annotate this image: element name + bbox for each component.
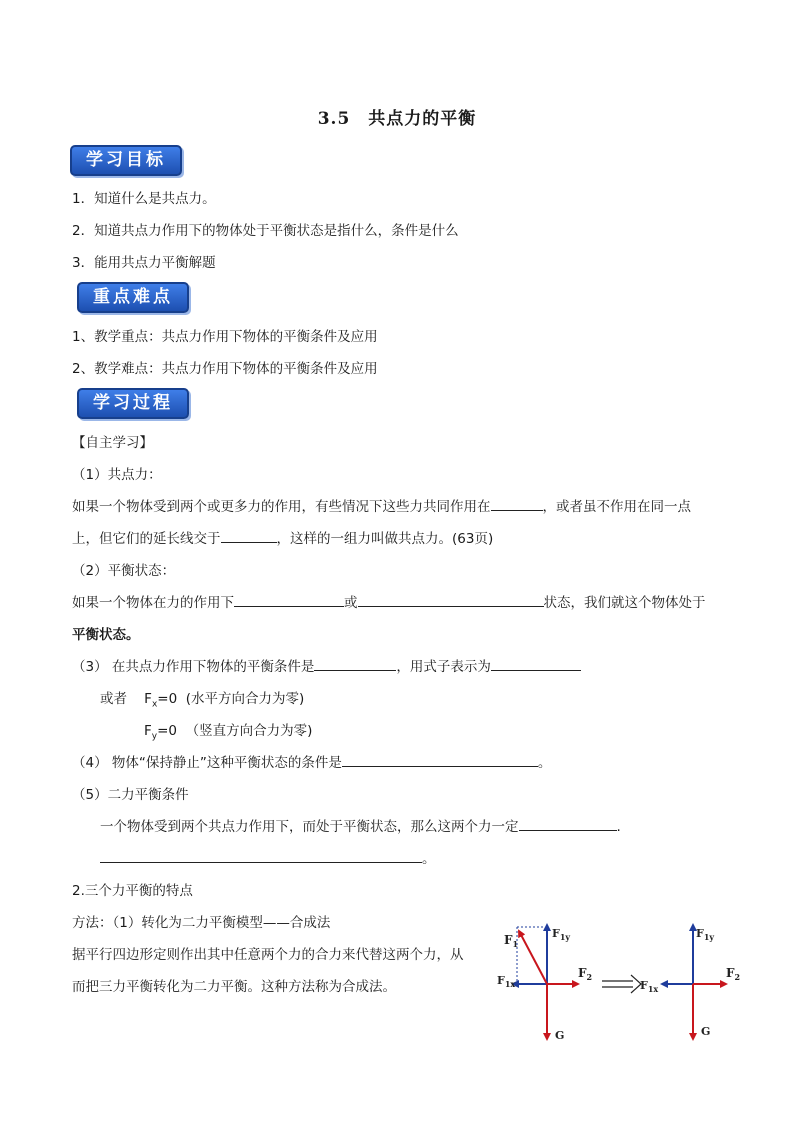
- q2-line-1: [72, 591, 706, 611]
- label-g: G: [555, 1029, 565, 1042]
- q1-line-2: [72, 527, 493, 547]
- q4-text: （4） 物体“保持静止”这种平衡状态的条件是: [72, 755, 342, 771]
- q5-text: 一个物体受到两个共点力作用下，而处于平衡状态，那么这两个力一定: [100, 819, 519, 835]
- section-badge-objectives: 学习目标: [70, 145, 182, 176]
- blank-field: [519, 816, 617, 831]
- objective-item-2: 2．知道共点力作用下的物体处于平衡状态是指什么，条件是什么: [72, 223, 459, 239]
- fy-equation: =0: [157, 723, 177, 739]
- q2-text-c: 状态，我们就这个物体处于: [543, 595, 706, 611]
- diagram-right: [640, 925, 740, 1039]
- q2-text-b: 或: [344, 595, 358, 611]
- fy-subscript: y: [151, 731, 158, 742]
- blank-field: [221, 528, 277, 543]
- or-label: 或者: [100, 691, 127, 707]
- blank-field: [358, 592, 544, 607]
- method-line: 方法：（1）转化为二力平衡模型——合成法: [72, 915, 331, 931]
- q1-text-d: ，这样的一组力叫做共点力。(63页): [276, 531, 494, 547]
- label-f2: $F_2$: [726, 966, 741, 982]
- label-f1y: $F_{1y}$: [552, 927, 571, 942]
- q1-text-a: 如果一个物体受到两个或更多力的作用，有些情况下这些力共同作用在: [72, 499, 491, 515]
- objective-item-1: 1．知道什么是共点力。: [72, 191, 216, 207]
- q1-label: （1）共点力：: [72, 467, 162, 483]
- label-f2: $F_2$: [578, 966, 593, 982]
- method-text-2: 而把三力平衡转化为二力平衡。这种方法称为合成法。: [72, 979, 396, 995]
- q2-label: （2）平衡状态：: [72, 563, 176, 579]
- blank-field: [234, 592, 344, 607]
- three-force-title: 2.三个力平衡的特点: [72, 883, 193, 899]
- fx-line: [100, 687, 304, 710]
- force-diagram: [490, 915, 750, 1045]
- q5-label: （5）二力平衡条件: [72, 787, 189, 803]
- key-point-item-2: 2、教学难点：共点力作用下物体的平衡条件及应用: [72, 361, 378, 377]
- f1-arrow: [519, 931, 547, 984]
- label-f1x: $F_{1x}$: [640, 979, 659, 994]
- q4-end: 。: [537, 755, 552, 771]
- section-badge-key-points: 重点难点: [77, 282, 189, 313]
- method-text-1: 据平行四边形定则作出其中任意两个力的合力来代替这两个力，从: [72, 947, 464, 963]
- q4-line: [72, 751, 551, 771]
- fx-symbol: F: [144, 691, 152, 707]
- transform-arrow-icon: [602, 975, 641, 993]
- q2-text-a: 如果一个物体在力的作用下: [72, 595, 234, 611]
- blank-field: [491, 496, 543, 511]
- fy-note: （竖直方向合力为零): [185, 723, 313, 739]
- page-title: 3.5 共点力的平衡: [317, 109, 477, 129]
- key-point-item-1: 1、教学重点：共点力作用下物体的平衡条件及应用: [72, 329, 378, 345]
- label-f1x: $F_{1x}$: [497, 974, 516, 989]
- fy-line: [144, 719, 312, 742]
- section-badge-process: 学习过程: [77, 388, 189, 419]
- q3-line: [72, 655, 581, 675]
- q3-text-b: ，用式子表示为: [396, 659, 491, 675]
- fy-symbol: F: [144, 723, 152, 739]
- fx-note: (水平方向合力为零): [185, 691, 305, 707]
- self-study-heading: 【自主学习】: [72, 435, 153, 451]
- blank-field: [491, 656, 581, 671]
- q3-text-a: （3） 在共点力作用下物体的平衡条件是: [72, 659, 315, 675]
- label-g: G: [701, 1025, 711, 1038]
- fx-subscript: x: [151, 699, 158, 710]
- label-f1y: $F_{1y}$: [696, 927, 715, 942]
- blank-field: [100, 848, 422, 863]
- q5-end-2: 。: [422, 851, 436, 867]
- q1-line-1: [72, 495, 691, 515]
- diagram-left: [497, 925, 592, 1042]
- fx-equation: =0: [157, 691, 178, 707]
- blank-field: [314, 656, 396, 671]
- q5-line-1: [100, 815, 621, 835]
- q2-line-2: 平衡状态。: [72, 627, 140, 643]
- q1-text-b: ，或者虽不作用在同一点: [542, 499, 691, 515]
- q5-end: .: [616, 819, 621, 835]
- objective-item-3: 3．能用共点力平衡解题: [72, 255, 216, 271]
- q1-text-c: 上，但它们的延长线交于: [72, 531, 221, 547]
- label-f1: $F_1$: [504, 933, 519, 949]
- q5-line-2: [100, 847, 436, 867]
- blank-field: [342, 752, 538, 767]
